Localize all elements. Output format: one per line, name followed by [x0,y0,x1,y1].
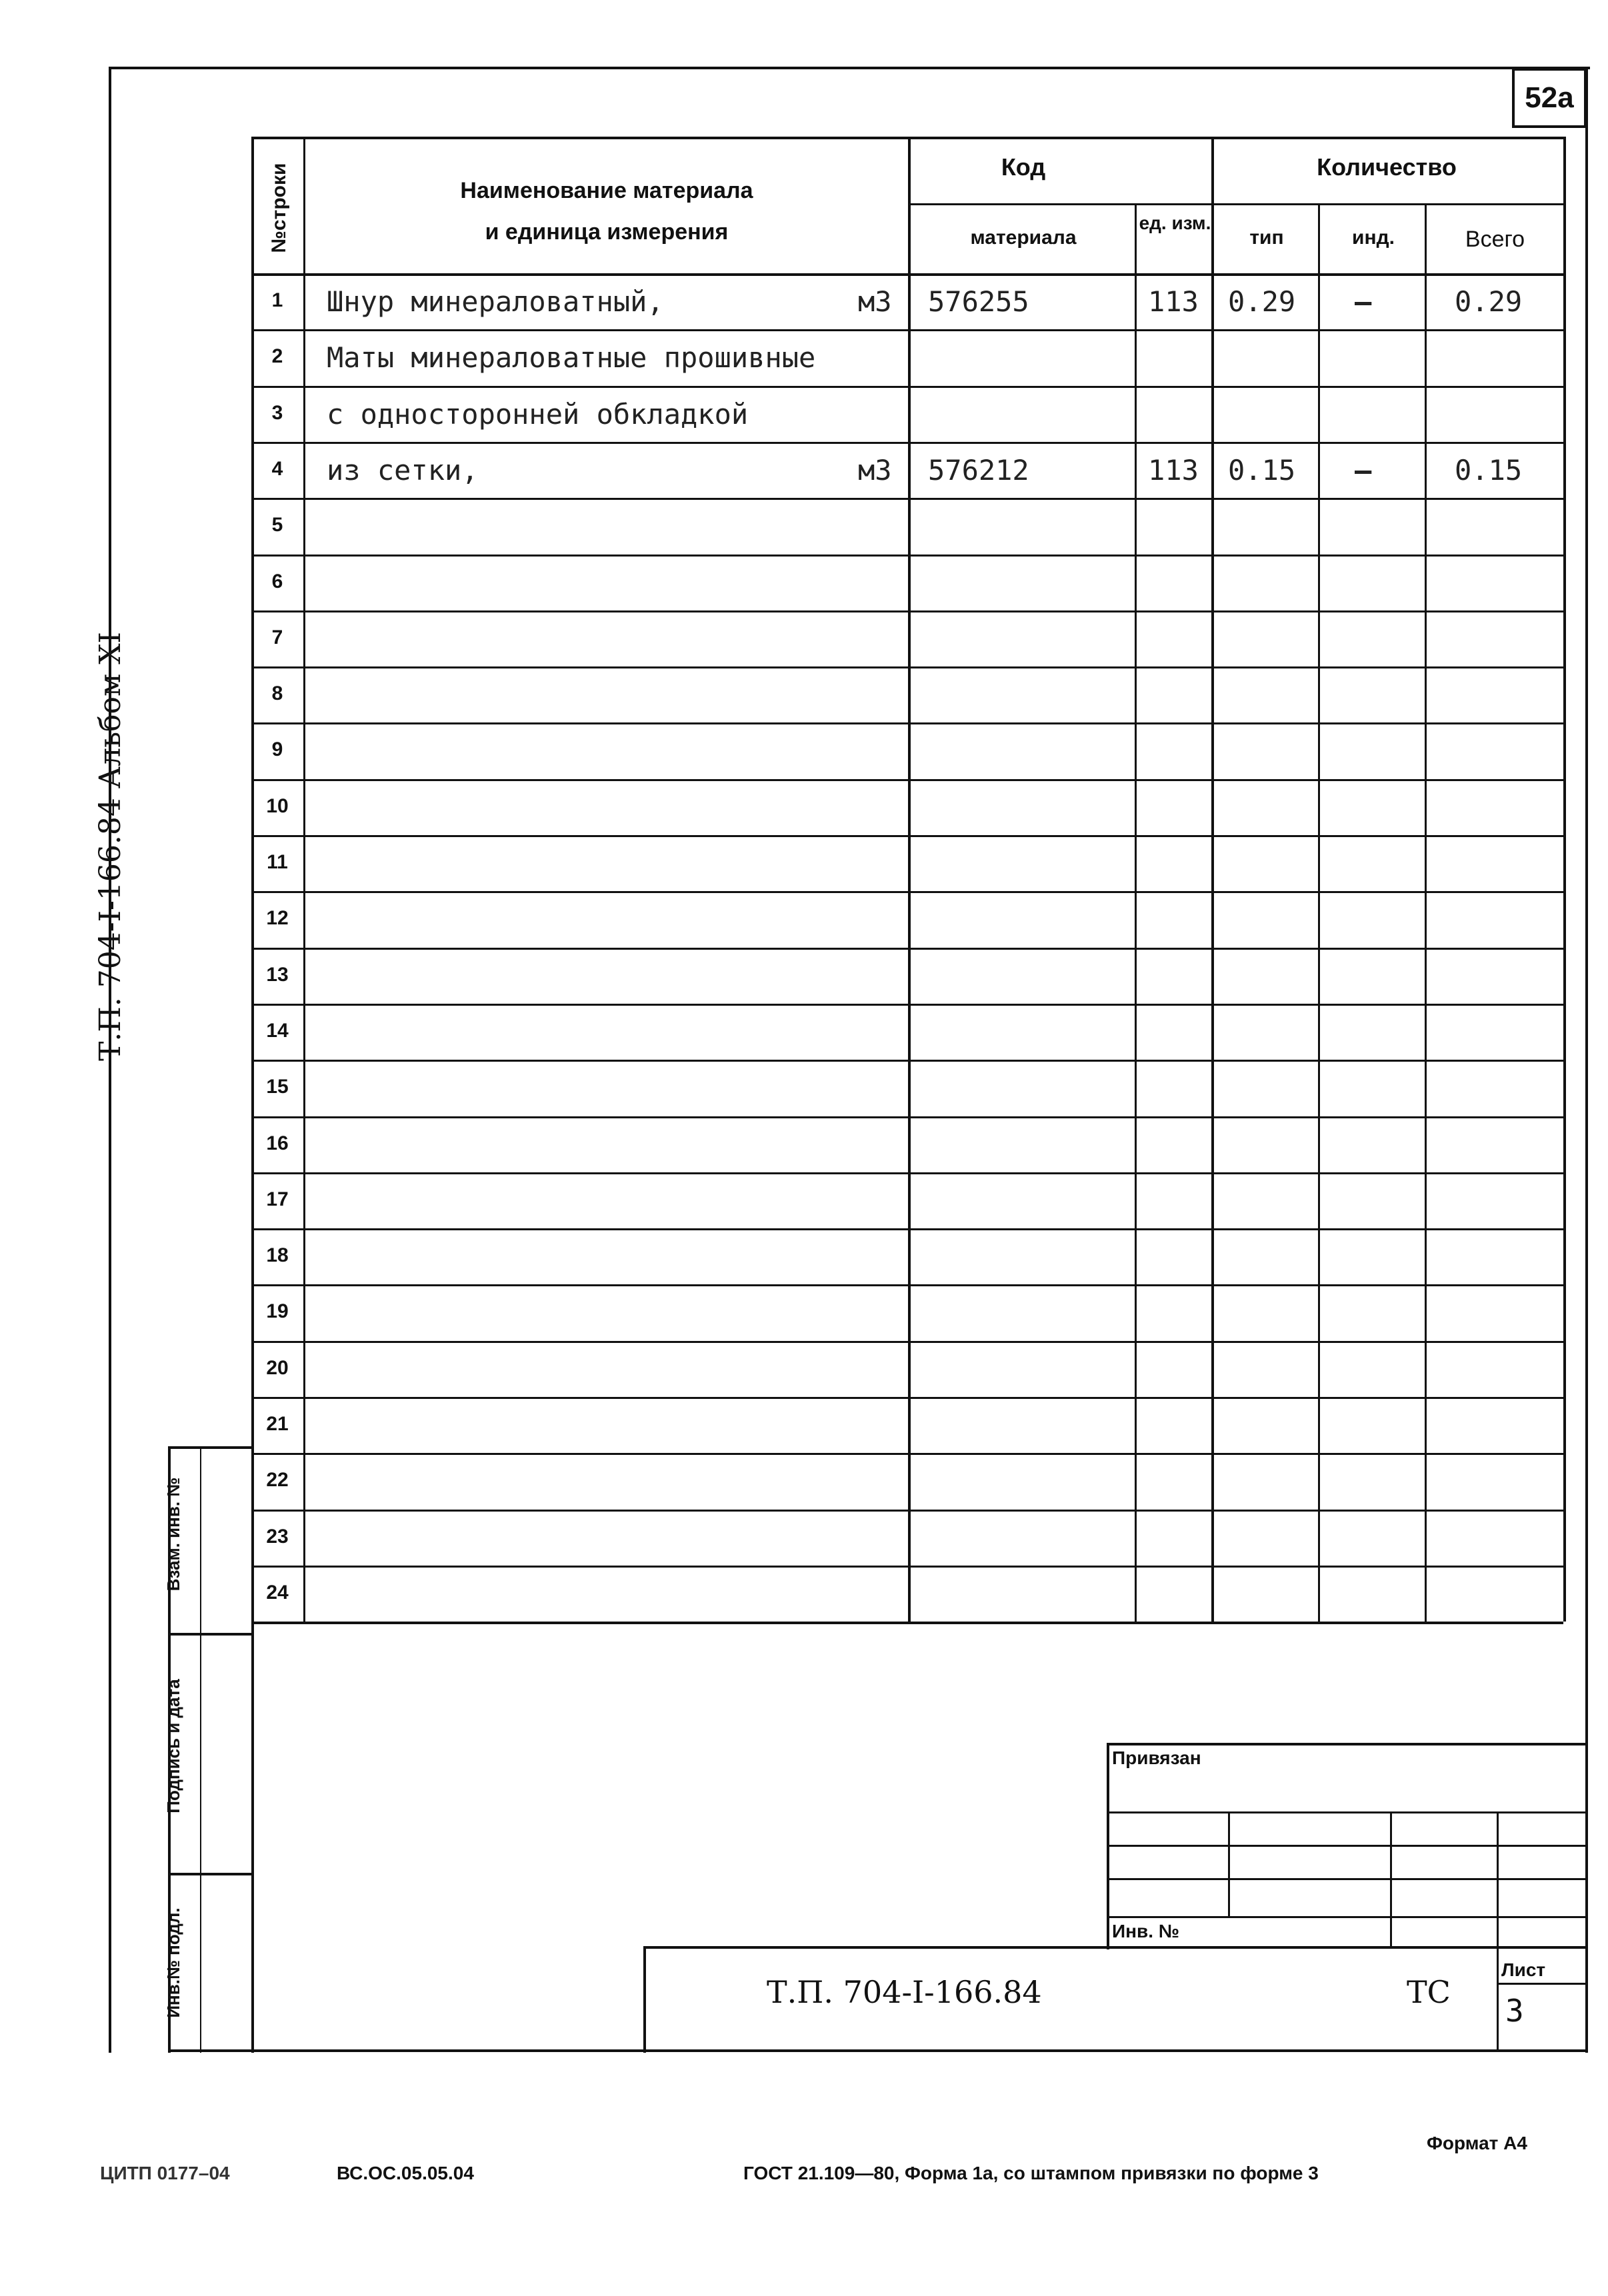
album-label-text: Т.П. 704-I-166.84 Альбом XI [93,632,127,1061]
grid-v-ind [1318,203,1320,1622]
row-name: Шнур минераловатный, [327,285,664,318]
grid-row-line [251,891,1563,893]
stamp-bottom [168,2049,1588,2052]
stamp-label-inv: Инв.№ подл. [163,1907,183,2018]
row-number: 17 [266,1188,289,1210]
row-number: 16 [266,1132,289,1154]
row-number: 5 [271,514,283,537]
row-number: 18 [266,1244,289,1267]
stamp-column-div2 [168,1873,253,1875]
row-number: 21 [266,1413,289,1435]
grid-row-line [251,1453,1563,1455]
grid-row-line [251,1341,1563,1343]
header-code-group: Код [1001,153,1046,181]
footer-left-code: ЦИТП 0177–04 [100,2163,230,2183]
header-row-number: №строки [268,163,290,253]
grid-v-ed [1135,203,1137,1622]
stamp-h-2 [1107,1845,1587,1847]
grid-header-mid [908,203,1563,205]
grid-row-line [251,1510,1563,1512]
row-number: 12 [266,907,289,930]
grid-row-line [251,666,1563,668]
row-number: 14 [266,1019,289,1042]
grid-row-line [251,329,1563,331]
sheet-corner-number: 52а [1512,68,1587,128]
row-number: 9 [271,738,283,761]
row-total: 0.29 [1455,285,1523,318]
stamp-doc-code: Т.П. 704-I-166.84 [767,1974,1042,2010]
row-unit: м3 [858,453,892,487]
grid-row-line [251,722,1563,724]
stamp-h-privyazan [1107,1743,1587,1745]
stamp-privyazan: Привязан [1112,1747,1201,1768]
grid-row-line [251,386,1563,388]
row-number: 23 [266,1525,289,1548]
grid-row-line [251,1622,1563,1624]
row-number: 22 [266,1469,289,1492]
row-total: 0.15 [1455,453,1523,487]
grid-row-line [251,442,1563,444]
header-qty-group: Количество [1317,153,1457,181]
grid-v-num-left [251,137,254,1622]
row-number: 7 [271,626,283,648]
grid-header-bottom [251,273,1563,276]
row-number: 10 [266,794,289,817]
row-number: 6 [271,570,283,592]
row-ind: – [1355,453,1372,487]
row-code: 576212 [928,453,1029,487]
stamp-column-inner [200,1446,201,2053]
grid-v-code [908,137,911,1622]
footer-format: Формат А4 [1427,2133,1527,2153]
grid-row-line [251,498,1563,500]
row-number: 15 [266,1076,289,1098]
stamp-inv-no: Инв. № [1112,1921,1180,1941]
stamp-mark: ТС [1407,1974,1451,2010]
stamp-sheet-h [1497,1983,1587,1985]
row-unit: м3 [858,285,892,318]
row-name: Маты минераловатные прошивные [327,341,816,375]
row-ed: 113 [1148,285,1199,318]
header-code-material: материала [970,227,1077,249]
grid-row-line [251,1116,1563,1118]
grid-row-line [251,779,1563,781]
footer-gost: ГОСТ 21.109—80, Форма 1а, со штампом привязки по форме 3 [743,2163,1319,2183]
stamp-h-1 [1107,1811,1587,1813]
grid-v-right [1563,137,1566,1622]
row-number: 19 [266,1300,289,1323]
stamp-v-3 [1497,1811,1499,2051]
header-qty-type: тип [1249,227,1284,249]
footer-series: ВС.ОС.05.05.04 [337,2163,474,2183]
grid-row-line [251,1397,1563,1399]
row-ed: 113 [1148,453,1199,487]
stamp-main-top [643,1946,1587,1949]
grid-row-line [251,555,1563,557]
grid-v-num-right [303,137,305,1622]
grid-row-line [251,1060,1563,1062]
row-name: с односторонней обкладкой [327,397,749,431]
row-number: 24 [266,1581,289,1604]
row-tip: 0.29 [1228,285,1296,318]
frame-top [110,67,1590,69]
row-number: 1 [271,289,283,311]
row-number: 20 [266,1356,289,1379]
row-number: 4 [271,457,283,480]
grid-row-line [251,1228,1563,1230]
grid-top [251,137,1563,139]
row-number: 3 [271,401,283,424]
row-ind: – [1355,285,1372,318]
grid-row-line [251,1172,1563,1174]
grid-row-line [251,1566,1563,1568]
row-number: 11 [267,851,288,873]
stamp-h-4 [1107,1916,1587,1918]
row-name: из сетки, [327,453,479,487]
row-number: 8 [271,682,283,705]
grid-row-line [251,835,1563,837]
grid-row-line [251,610,1563,612]
grid-v-tip [1211,137,1214,1622]
album-label [93,513,133,1180]
header-qty-ind: инд. [1352,227,1395,249]
stamp-sheet-value: 3 [1505,1993,1524,2029]
row-code: 576255 [928,285,1029,318]
stamp-sheet-label: Лист [1501,1959,1546,1980]
frame-right [1585,67,1588,2053]
row-tip: 0.15 [1228,453,1296,487]
stamp-v-2 [1390,1811,1392,1948]
header-code-unit: ед. изм. [1139,213,1211,233]
stamp-label-podpis: Подпись и дата [163,1679,183,1813]
stamp-column-div1 [168,1633,253,1636]
stamp-label-vzam: Взам. инв. № [163,1477,183,1592]
grid-row-line [251,1284,1563,1286]
stamp-v-1 [1228,1811,1230,1916]
grid-v-total [1425,203,1427,1622]
row-number: 2 [271,345,283,368]
grid-row-line [251,1004,1563,1006]
header-name: Наименование материала и единица измерения [460,178,753,245]
grid-row-line [251,948,1563,950]
header-qty-total: Всего [1465,227,1525,252]
stamp-main-left [643,1946,646,2053]
stamp-h-3 [1107,1878,1587,1880]
row-number: 13 [266,963,289,986]
